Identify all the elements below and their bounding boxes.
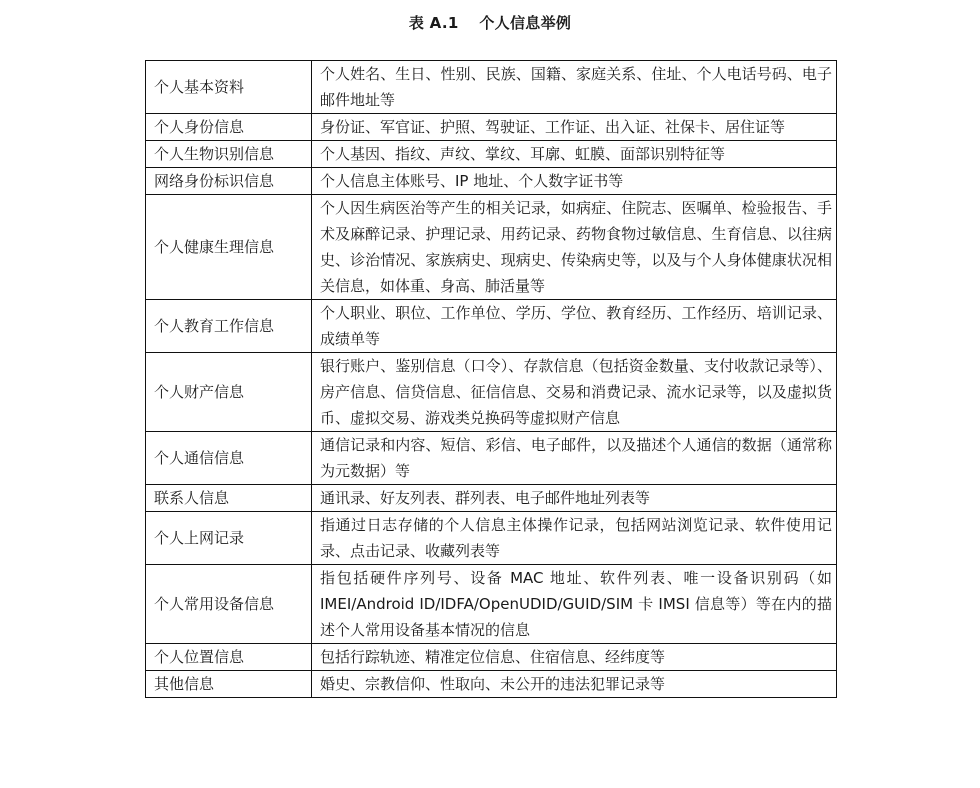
- category-cell: 个人生物识别信息: [146, 141, 312, 168]
- table-row: [146, 565, 837, 644]
- table-row: [146, 512, 837, 565]
- category-cell: 个人身份信息: [146, 114, 312, 141]
- examples-cell: 个人因生病医治等产生的相关记录，如病症、住院志、医嘱单、检验报告、手术及麻醉记录、护理记录、用药记录、药物食物过敏信息、生育信息、以往病史、诊治情况、家族病史、现病史、传染病史等，以及与个人身体健康状况相关信息，如体重、身高、肺活量等: [312, 195, 837, 300]
- category-cell: 个人常用设备信息: [146, 565, 312, 644]
- examples-cell: 个人信息主体账号、IP 地址、个人数字证书等: [312, 168, 837, 195]
- examples-cell: 通讯录、好友列表、群列表、电子邮件地址列表等: [312, 485, 837, 512]
- table-row: [146, 432, 837, 485]
- examples-cell: 指通过日志存储的个人信息主体操作记录，包括网站浏览记录、软件使用记录、点击记录、收藏列表等: [312, 512, 837, 565]
- table-row: [146, 671, 837, 698]
- category-cell: 网络身份标识信息: [146, 168, 312, 195]
- category-cell: 个人财产信息: [146, 353, 312, 432]
- table-row: [146, 141, 837, 168]
- category-cell: 个人位置信息: [146, 644, 312, 671]
- table-row: [146, 485, 837, 512]
- examples-cell: 个人基因、指纹、声纹、掌纹、耳廓、虹膜、面部识别特征等: [312, 141, 837, 168]
- table-row: [146, 644, 837, 671]
- personal-info-table: [145, 60, 837, 698]
- table-row: [146, 353, 837, 432]
- category-cell: 个人上网记录: [146, 512, 312, 565]
- table-row: [146, 195, 837, 300]
- examples-cell: 通信记录和内容、短信、彩信、电子邮件，以及描述个人通信的数据（通常称为元数据）等: [312, 432, 837, 485]
- examples-cell: 个人职业、职位、工作单位、学历、学位、教育经历、工作经历、培训记录、成绩单等: [312, 300, 837, 353]
- table-row: [146, 114, 837, 141]
- category-cell: 个人健康生理信息: [146, 195, 312, 300]
- examples-cell: 银行账户、鉴别信息（口令）、存款信息（包括资金数量、支付收款记录等）、房产信息、信贷信息、征信信息、交易和消费记录、流水记录等，以及虚拟货币、虚拟交易、游戏类兑换码等虚拟财产信息: [312, 353, 837, 432]
- examples-cell: 指包括硬件序列号、设备 MAC 地址、软件列表、唯一设备识别码（如 IMEI/Android ID/IDFA/OpenUDID/GUID/SIM 卡 IMSI 信息等）等在内的描述个人常用设备基本情况的信息: [312, 565, 837, 644]
- table-title: 表 A.1 个人信息举例: [408, 14, 572, 32]
- table-row: [146, 61, 837, 114]
- category-cell: 个人基本资料: [146, 61, 312, 114]
- category-cell: 联系人信息: [146, 485, 312, 512]
- table-row: [146, 300, 837, 353]
- category-cell: 其他信息: [146, 671, 312, 698]
- category-cell: 个人教育工作信息: [146, 300, 312, 353]
- table-body: [146, 61, 837, 698]
- examples-cell: 身份证、军官证、护照、驾驶证、工作证、出入证、社保卡、居住证等: [312, 114, 837, 141]
- category-cell: 个人通信信息: [146, 432, 312, 485]
- examples-cell: 个人姓名、生日、性别、民族、国籍、家庭关系、住址、个人电话号码、电子邮件地址等: [312, 61, 837, 114]
- table-row: [146, 168, 837, 195]
- examples-cell: 包括行踪轨迹、精准定位信息、住宿信息、经纬度等: [312, 644, 837, 671]
- examples-cell: 婚史、宗教信仰、性取向、未公开的违法犯罪记录等: [312, 671, 837, 698]
